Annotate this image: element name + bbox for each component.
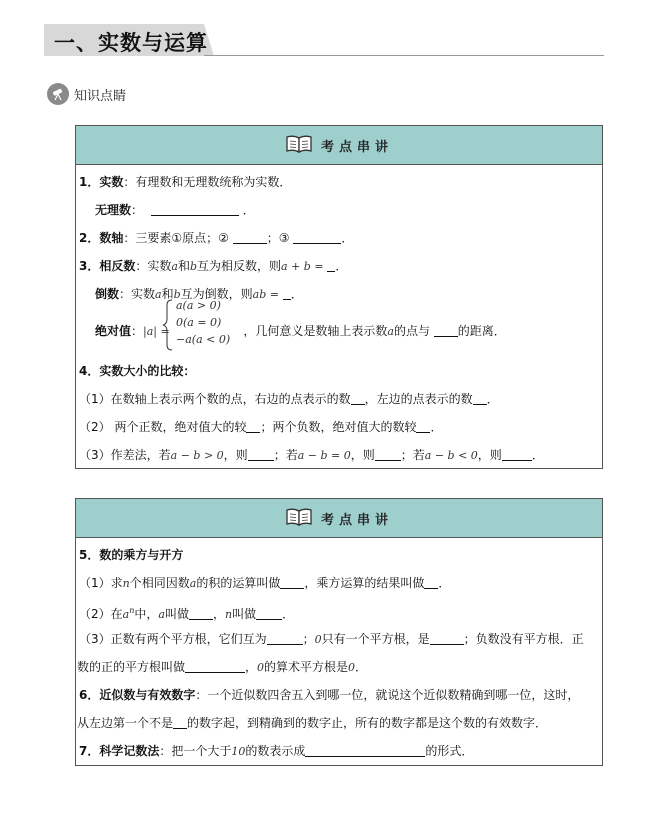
section-title: 一、实数与运算 (54, 31, 208, 55)
line-compare-1: （1）在数轴上表示两个数的点，右边的点表示的数 ，左边的点表示的数 ． (79, 392, 499, 406)
answer-blank[interactable] (151, 203, 239, 216)
open-book-icon (285, 134, 313, 157)
knowledge-heading (47, 83, 126, 105)
line-reciprocal: 倒数：实数a和b互为倒数，则ab = ． (95, 287, 303, 301)
key-points-box-2 (75, 498, 603, 766)
line-power-1: （1）求n个相同因数a的积的运算叫做 ，乘方运算的结果叫做 ． (79, 576, 451, 590)
answer-blank[interactable] (173, 716, 187, 729)
answer-blank[interactable] (375, 448, 401, 461)
answer-blank[interactable] (424, 576, 438, 589)
box-title: 考点串讲 (320, 139, 393, 155)
line-number-axis: 2．数轴：三要素①原点；② ；③ ． (79, 231, 354, 245)
answer-blank[interactable] (416, 420, 430, 433)
line-absolute-value: 绝对值：|a| = ，几何意义是数轴上表示数a的点与 的距离． a(a > 0) 0(a = 0) −a(a < 0) (95, 323, 506, 340)
open-book-icon (285, 507, 313, 530)
line-irrational: 无理数： ． (95, 203, 255, 217)
line-power-title: 5．数的乘方与开方 (79, 548, 184, 562)
key-points-box-1 (75, 125, 603, 469)
answer-blank[interactable] (280, 576, 304, 589)
section-divider (204, 55, 604, 56)
answer-blank[interactable] (502, 448, 532, 461)
line-power-3: （3）正数有两个平方根，它们互为 ；0只有一个平方根，是 ；负数没有平方根．正 (79, 632, 584, 646)
line-scientific: 7．科学记数法：把一个大于10的数表示成 的形式． (79, 744, 474, 758)
telescope-icon (47, 83, 69, 105)
answer-blank[interactable] (189, 607, 213, 620)
line-approx-2: 从左边第一个不是 的数字起，到精确到的数字止，所有的数字都是这个数的有效数字． (77, 716, 548, 730)
answer-blank[interactable] (256, 607, 282, 620)
box-header (76, 126, 602, 165)
box-title: 考点串讲 (320, 512, 393, 528)
line-compare-3: （3）作差法，若a − b > 0，则 ；若a − b = 0，则 ；若a − b < 0，则 ． (79, 448, 544, 462)
answer-blank[interactable] (185, 660, 245, 673)
line-compare-2: （2） 两个正数，绝对值大的较 ；两个负数，绝对值大的数较 ． (79, 420, 443, 434)
answer-blank[interactable] (267, 632, 303, 645)
answer-blank[interactable] (434, 324, 458, 337)
answer-blank[interactable] (283, 287, 291, 300)
answer-blank[interactable] (293, 231, 341, 244)
answer-blank[interactable] (430, 632, 464, 645)
line-power-2: （2）在$a^n$中，a叫做 ，n叫做 ． (79, 606, 295, 621)
answer-blank[interactable] (473, 392, 487, 405)
line-compare-title: 4．实数大小的比较： (79, 364, 196, 378)
line-power-4: 数的正的平方根叫做 ，0的算术平方根是0． (77, 660, 368, 674)
line-approx: 6．近似数与有效数字：一个近似数四舍五入到哪一位，就说这个近似数精确到哪一位，这时， (79, 688, 580, 702)
answer-blank[interactable] (246, 420, 260, 433)
answer-blank[interactable] (248, 448, 274, 461)
answer-blank[interactable] (305, 744, 425, 757)
section-header (44, 24, 604, 56)
box-header (76, 499, 602, 538)
line-real-number: 1．实数：有理数和无理数统称为实数． (79, 175, 292, 189)
answer-blank[interactable] (233, 231, 267, 244)
line-opposite: 3．相反数：实数a和b互为相反数，则a + b = ． (79, 259, 348, 273)
answer-blank[interactable] (351, 392, 365, 405)
knowledge-label: 知识点睛 (74, 88, 127, 104)
